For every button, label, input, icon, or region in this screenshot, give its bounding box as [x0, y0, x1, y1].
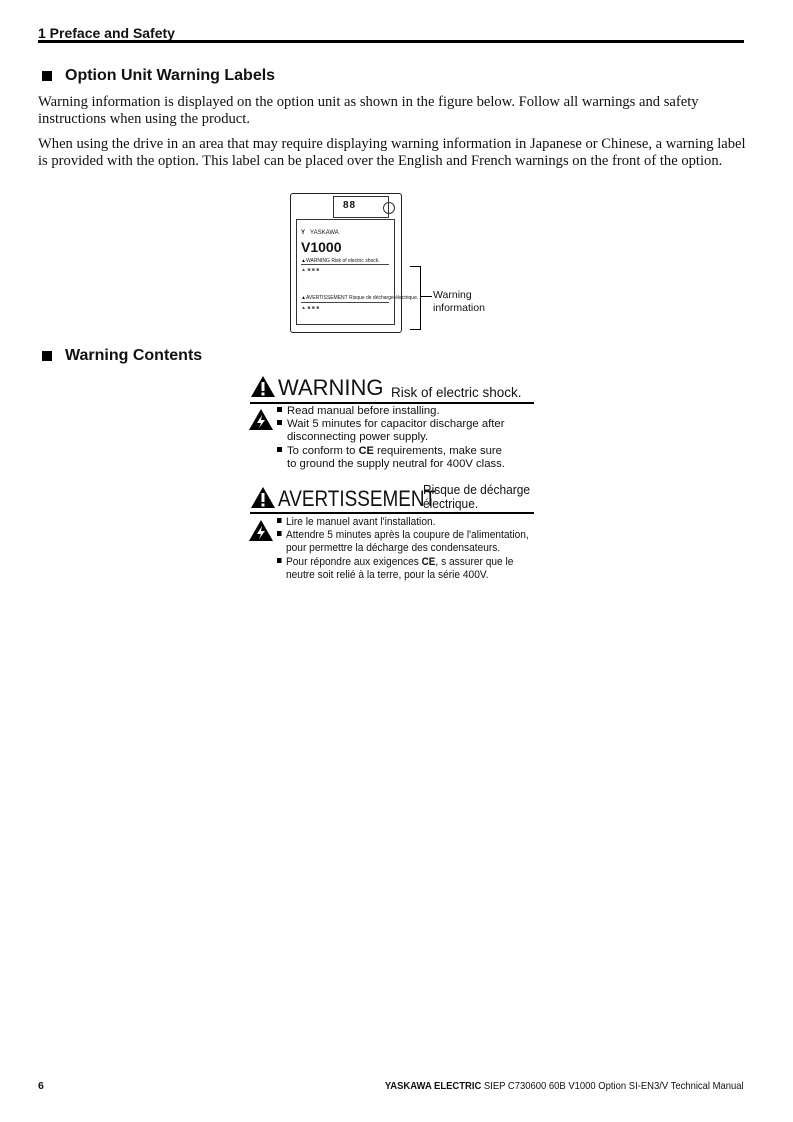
header-rule — [38, 40, 744, 43]
warning-triangle-icon — [250, 375, 276, 398]
callout-label: Warning information — [433, 289, 485, 314]
bracket — [420, 266, 421, 330]
model-label: V1000 — [301, 239, 342, 255]
section-heading-warning-contents — [42, 347, 202, 365]
paragraph-2: When using the drive in an area that may require displaying warning information in Japanese or Chinese, a warning label is provided with the option. This label can be placed over the English and French warnings on the front of the option. — [38, 136, 746, 169]
connector-knob-icon — [383, 202, 395, 214]
ce-mark-icon: CE — [358, 444, 374, 457]
avertissement-title: AVERTISSEMENT — [278, 486, 437, 511]
warning-rule — [250, 402, 534, 404]
bracket-bottom — [410, 329, 420, 330]
display-window — [333, 196, 389, 218]
chapter-header: 1 Preface and Safety — [38, 25, 175, 41]
warning-triangle-icon — [250, 486, 276, 509]
callout-leader — [420, 296, 432, 297]
ce-mark-icon: CE — [421, 555, 436, 568]
electric-shock-icon — [248, 408, 274, 431]
square-bullet-icon — [42, 351, 52, 361]
section-title: Option Unit Warning Labels — [65, 67, 276, 84]
paragraph-1: Warning information is displayed on the option unit as shown in the figure below. Follow all warnings and safety instructions when using the product. — [38, 94, 699, 127]
bracket-top — [410, 266, 420, 267]
footer-doc-title: YASKAWA ELECTRIC SIEP C730600 60B V1000 Option SI-EN3/V Technical Manual — [385, 1080, 744, 1092]
warning-title: WARNING — [278, 375, 384, 400]
warning-bullets: Read manual before installing. Wait 5 minutes for capacitor discharge after disconnecting power supply. To conform to CE requirements, make sure to ground the supply neutral for 400V class. — [277, 405, 505, 471]
mini-warning: ▲WARNING Risk of electric shock. — [301, 258, 380, 264]
avertissement-bullets: Lire le manuel avant l'installation. Attendre 5 minutes après la coupure de l'alimentation, pour permettre la décharge des condensateurs. Pour répondre aux exigences CE, s assurer que le neutre soit relié à la terre, pour la série 400V. — [277, 516, 529, 582]
brand-logo: Y YASKAWA — [301, 230, 339, 236]
section-heading-warning-labels — [42, 67, 275, 85]
avertissement-rule — [250, 512, 534, 514]
section-title: Warning Contents — [65, 347, 203, 364]
page-number: 6 — [38, 1080, 44, 1092]
electric-shock-icon — [248, 519, 274, 542]
mini-avertissement: ▲AVERTISSEMENT Risque de décharge électrique. — [301, 295, 419, 301]
avertissement-risk: Risque de décharge électrique. — [423, 482, 531, 511]
warning-risk: Risk of electric shock. — [391, 385, 522, 400]
option-unit-figure: 88 Y YASKAWA V1000 ▲WARNING Risk of electric shock. ▲ ■ ■ ■ ▲AVERTISSEMENT Risque de décharge électrique. ▲ ■ ■ ■ — [290, 193, 402, 333]
square-bullet-icon — [42, 71, 52, 81]
led-digits: 88 — [343, 200, 357, 211]
